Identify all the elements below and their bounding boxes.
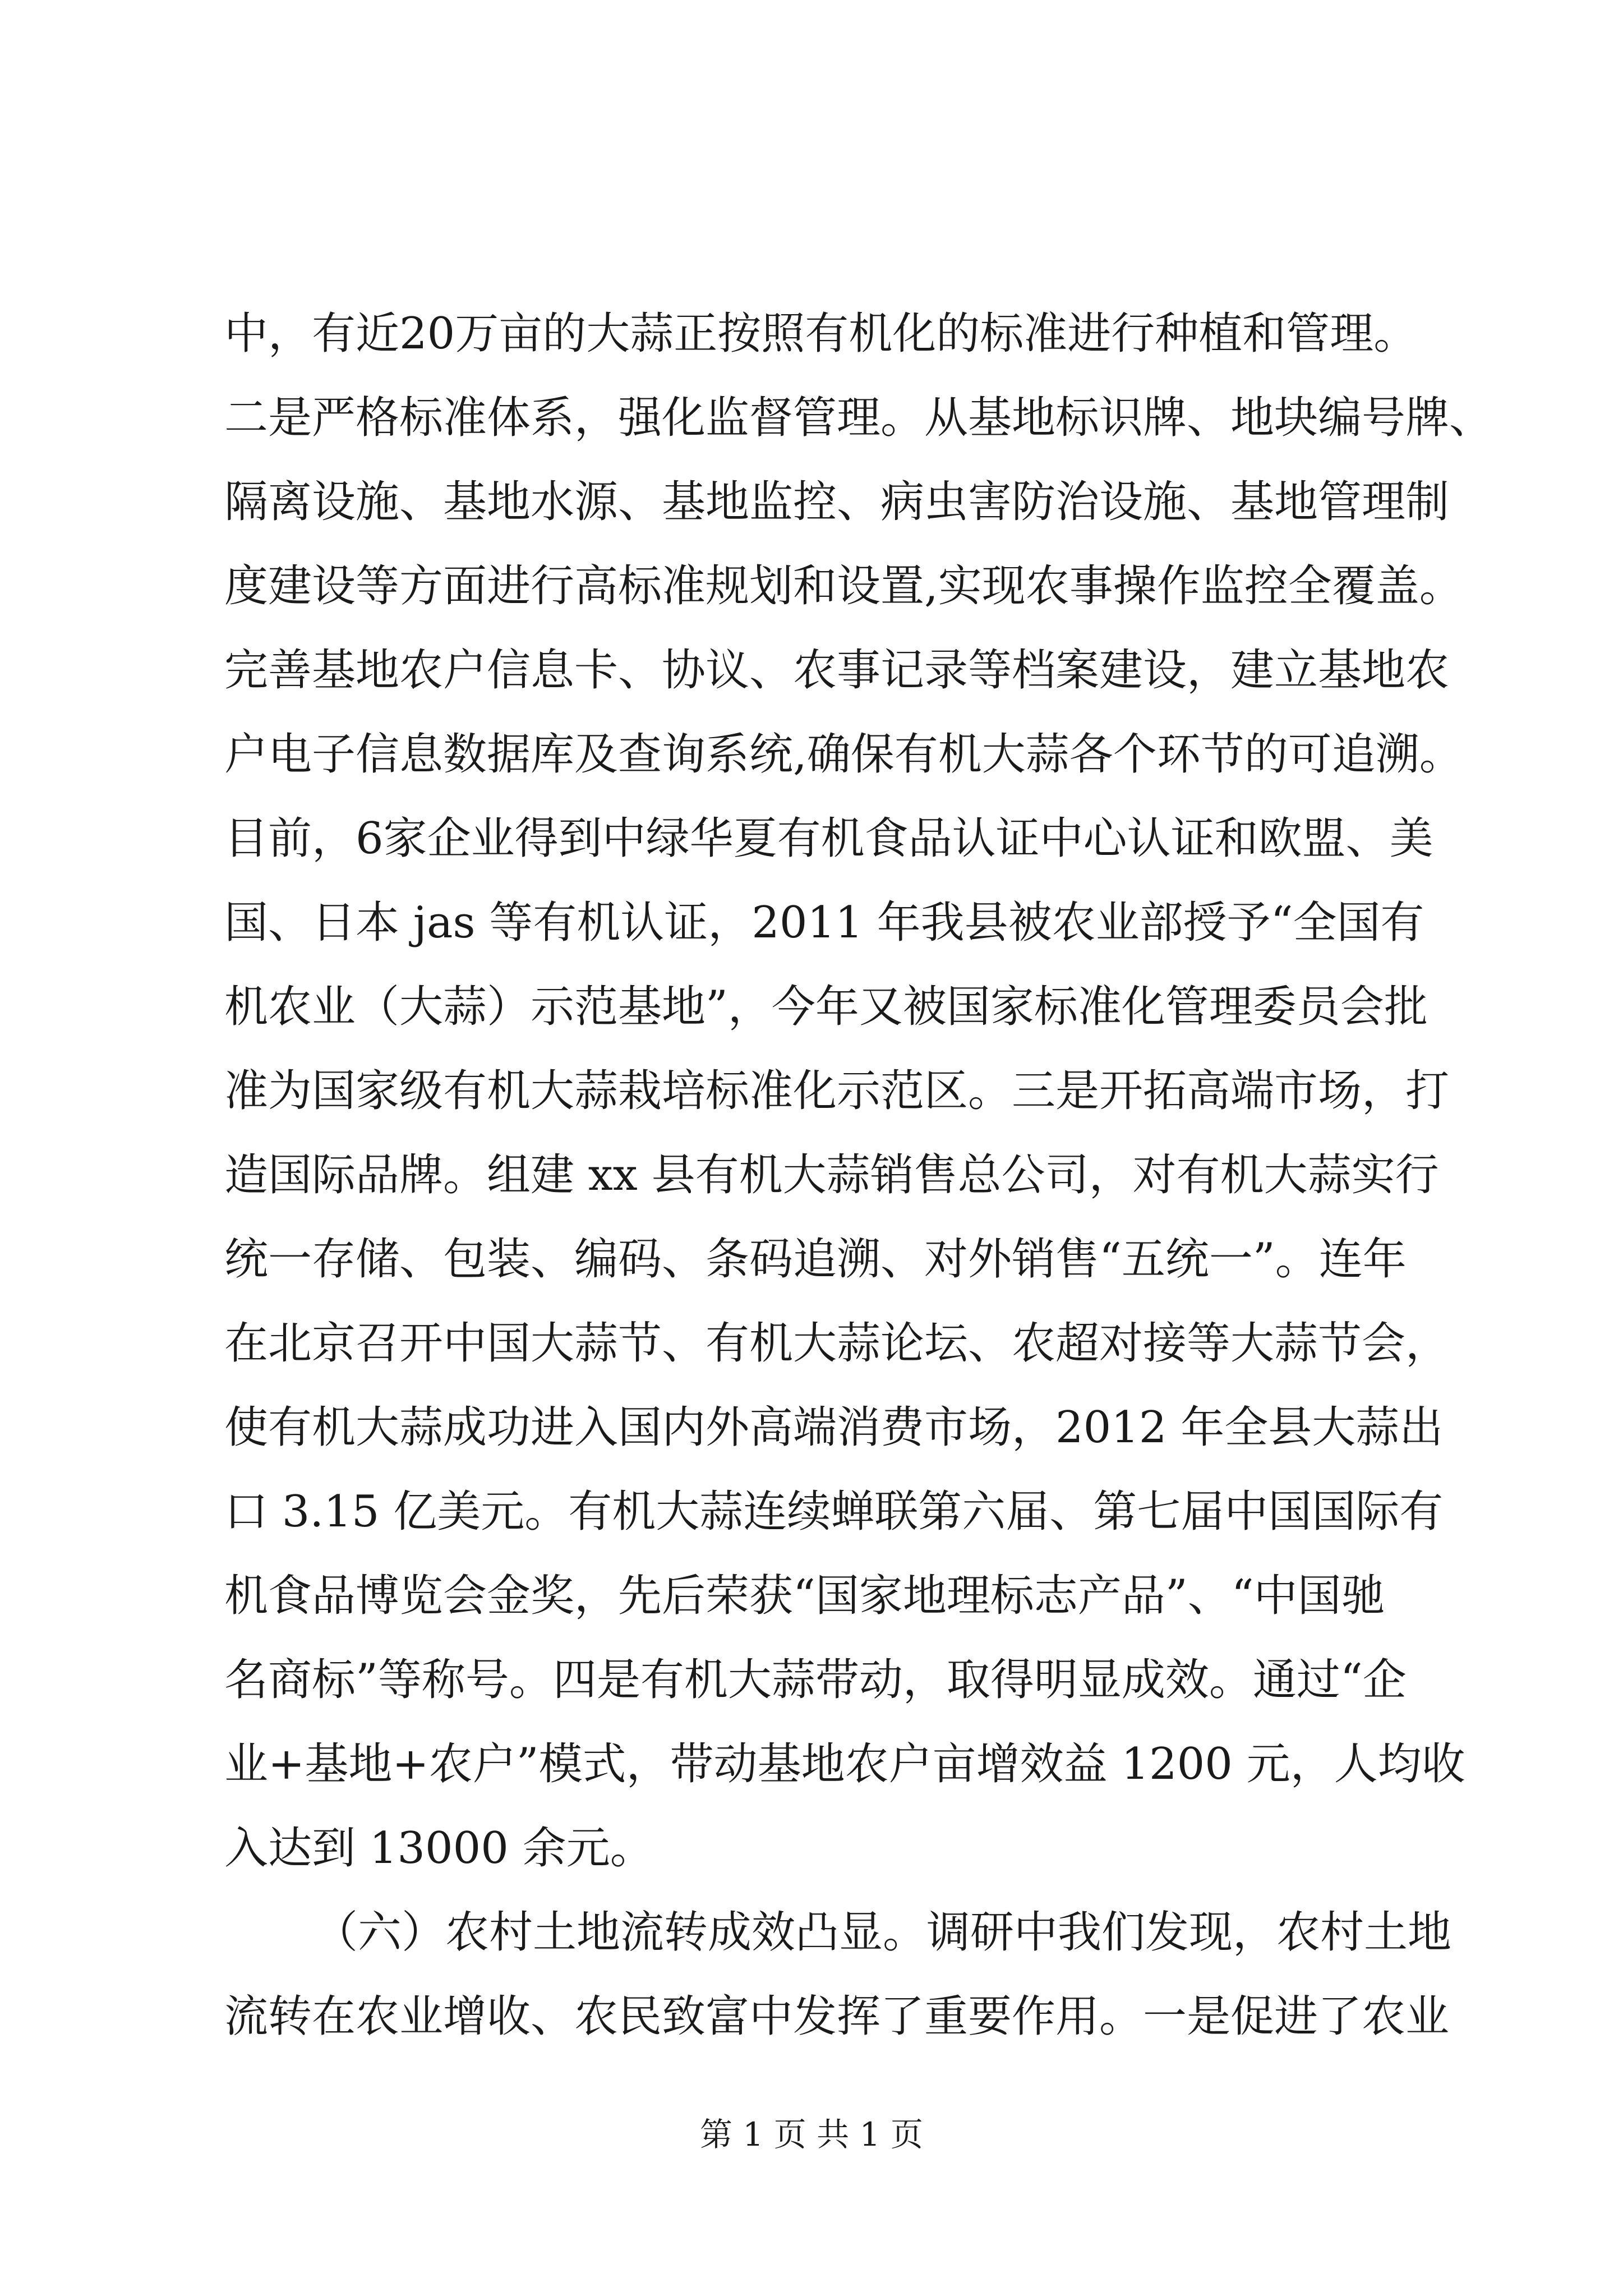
text-line: 机食品博览会金奖，先后荣获“国家地理标志产品”、“中国驰 [224, 1571, 1385, 1621]
text-line: 完善基地农户信息卡、协议、农事记录等档案建设，建立基地农 [224, 645, 1450, 696]
text-line: 流转在农业增收、农民致富中发挥了重要作用。一是促进了农业 [224, 1991, 1450, 2042]
text-line: 目前，6家企业得到中绿华夏有机食品认证中心认证和欧盟、美 [224, 813, 1433, 864]
paragraph-start-line: （六）农村土地流转成效凸显。调研中我们发现，农村土地 [314, 1907, 1452, 1958]
text-line: 隔离设施、基地水源、基地监控、病虫害防治设施、基地管理制 [224, 477, 1450, 527]
text-line: 准为国家级有机大蒜栽培标准化示范区。三是开拓高端市场，打 [224, 1066, 1450, 1116]
text-line: 二是严格标准体系，强化监督管理。从基地标识牌、地块编号牌、 [224, 393, 1493, 443]
text-line: 口 3.15 亿美元。有机大蒜连续蝉联第六届、第七届中国国际有 [224, 1487, 1444, 1537]
text-line: 使有机大蒜成功进入国内外高端消费市场，2012 年全县大蒜出 [224, 1402, 1444, 1453]
text-line: 在北京召开中国大蒜节、有机大蒜论坛、农超对接等大蒜节会， [224, 1318, 1450, 1369]
text-line: 度建设等方面进行高标准规划和设置,实现农事操作监控全覆盖。 [224, 561, 1463, 611]
text-line: 机农业（大蒜）示范基地”，今年又被国家标准化管理委员会批 [224, 982, 1428, 1032]
text-line: 造国际品牌。组建 xx 县有机大蒜销售总公司，对有机大蒜实行 [224, 1150, 1439, 1200]
document-body [224, 292, 1493, 2059]
text-line: 国、日本 jas 等有机认证，2011 年我县被农业部授予“全国有 [224, 898, 1424, 948]
text-line: 中，有近20万亩的大蒜正按照有机化的标准进行种植和管理。 [224, 309, 1418, 359]
text-line: 户电子信息数据库及查询系统,确保有机大蒜各个环节的可追溯。 [224, 729, 1463, 780]
text-line: 统一存储、包装、编码、条码追溯、对外销售“五统一”。连年 [224, 1234, 1407, 1285]
page-number-footer: 第 1 页 共 1 页 [700, 2115, 923, 2154]
text-line: 入达到 13000 余元。 [224, 1823, 654, 1874]
text-line: 业+基地+农户”模式，带动基地农户亩增效益 1200 元，人均收 [224, 1739, 1465, 1789]
text-line: 名商标”等称号。四是有机大蒜带动，取得明显成效。通过“企 [224, 1655, 1407, 1705]
